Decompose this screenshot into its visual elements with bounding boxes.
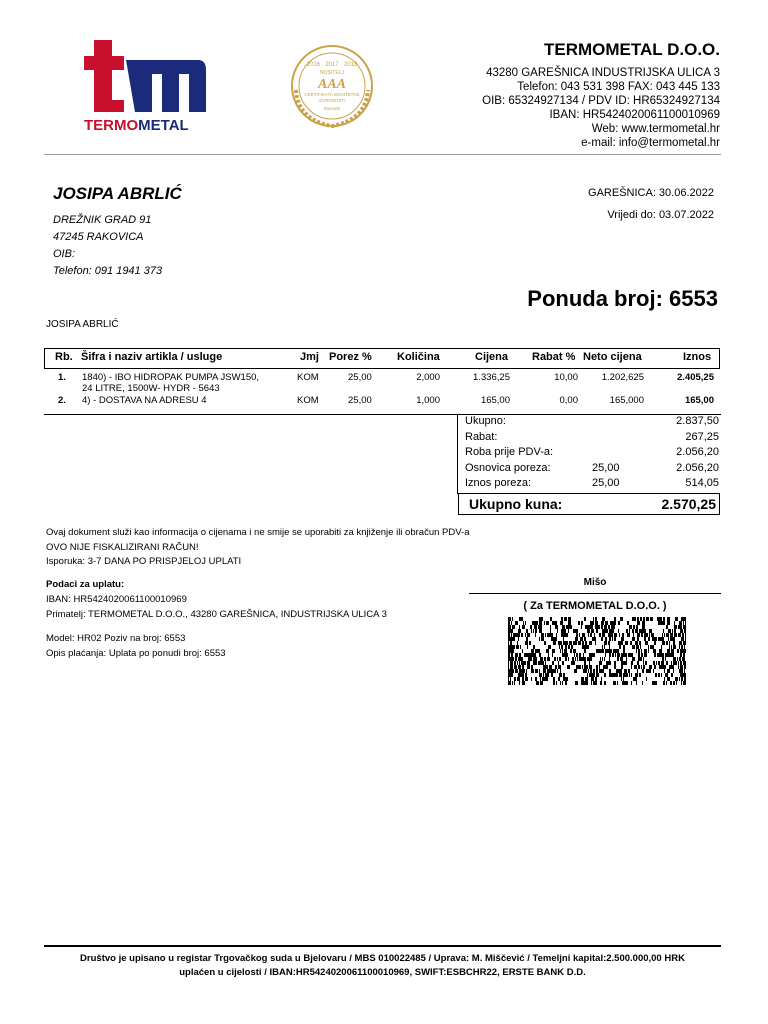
company-email: e-mail: info@termometal.hr <box>581 137 720 149</box>
svg-text:Bisnode: Bisnode <box>323 106 341 111</box>
customer-block <box>53 184 182 280</box>
svg-text:AAA: AAA <box>317 77 347 92</box>
dates-block <box>588 182 714 226</box>
footer-divider <box>44 945 721 947</box>
customer-name: JOSIPA ABRLIĆ <box>53 184 182 203</box>
col-porez: Porez % <box>329 351 372 363</box>
grand-total-label: Ukupno kuna: <box>469 496 563 512</box>
signature-block <box>469 577 721 612</box>
signature-name: Mišo <box>583 577 607 588</box>
svg-text:NOSITELJ: NOSITELJ <box>320 70 344 76</box>
company-name: TERMOMETAL D.O.O. <box>544 40 720 59</box>
note-delivery: Isporuka: 3-7 DANA PO PRISPJELOJ UPLATI <box>46 556 242 567</box>
payment-iban: IBAN: HR5424020061100010969 <box>46 594 187 605</box>
note-fiscal: OVO NIJE FISKALIZIRANI RAČUN! <box>46 541 199 553</box>
customer-phone: Telefon: 091 1941 373 <box>53 265 163 277</box>
signature-company: ( Za TERMOMETAL D.O.O. ) <box>523 600 667 612</box>
col-neto: Neto cijena <box>583 351 642 363</box>
valid-until: Vrijedi do: 03.07.2022 <box>607 209 714 221</box>
total-row-roba: Roba prije PDV-a: 2.056,20 <box>465 446 719 458</box>
footer <box>44 952 721 980</box>
items-table <box>44 348 720 415</box>
svg-text:2016 · 2017 · 2018: 2016 · 2017 · 2018 <box>306 62 358 68</box>
note-info: Ovaj dokument služi kao informacija o cijenama i ne smije se uporabiti za knjiženje ili obračun PDV-a <box>46 527 470 538</box>
table-row: 2. 4) - DOSTAVA NA ADRESU 4 KOM 25,00 1,000 165,00 0,00 165,000 165,00 <box>58 395 714 406</box>
col-name: Šifra i naziv artikla / usluge <box>81 351 223 363</box>
totals-block <box>465 415 719 493</box>
grand-total-value: 2.570,25 <box>661 496 716 512</box>
col-jmj: Jmj <box>300 351 319 363</box>
table-row: 1. 1840) - IBO HIDROPAK PUMPA JSW150, 24 LITRE, 1500W- HYDR - 5643 KOM 25,00 2,000 1.336,25 10,00 1.202,625 2.405,25 <box>58 372 714 394</box>
grand-total <box>458 493 720 515</box>
col-rabat: Rabat % <box>532 351 576 363</box>
table-header <box>44 348 720 369</box>
company-web: Web: www.termometal.hr <box>591 123 720 135</box>
col-rb: Rb. <box>55 351 73 363</box>
header-divider <box>44 154 721 155</box>
payment-title: Podaci za uplatu: <box>46 579 125 590</box>
company-phone: Telefon: 043 531 398 FAX: 043 445 133 <box>517 81 720 93</box>
total-row-osnovica: Osnovica poreza: 25,00 2.056,20 <box>465 461 719 474</box>
customer-name-repeat: JOSIPA ABRLIĆ <box>46 319 119 330</box>
bonitet-seal-icon <box>282 40 382 132</box>
svg-text:CERTIFIKATA BONITETNE: CERTIFIKATA BONITETNE <box>304 92 360 97</box>
totals-left-border <box>457 414 458 494</box>
footer-line-1: Društvo je upisano u registar Trgovačkog suda u Bjelovaru / MBS 010022485 / Uprava: M. Miščević / Temeljni kapital:2.500.000,00 HRK <box>80 953 685 964</box>
offer-title: Ponuda broj: 6553 <box>527 286 718 311</box>
customer-address: DREŽNIK GRAD 91 <box>53 214 152 226</box>
total-row-rabat: Rabat: 267,25 <box>465 430 719 443</box>
col-kolicina: Količina <box>397 351 440 363</box>
termometal-logo <box>82 38 207 134</box>
col-iznos: Iznos <box>683 351 712 363</box>
total-row-ukupno: Ukupno: 2.837,50 <box>465 415 719 427</box>
total-row-porez: Iznos poreza: 25,00 514,05 <box>465 477 719 489</box>
barcode-icon <box>508 617 686 685</box>
svg-text:TERMOMETAL: TERMOMETAL <box>84 117 189 134</box>
customer-city: 47245 RAKOVICA <box>53 231 144 243</box>
payment-model: Model: HR02 Poziv na broj: 6553 <box>46 633 186 644</box>
payment-desc: Opis plaćanja: Uplata po ponudi broj: 6553 <box>46 648 226 659</box>
notes-block <box>46 526 469 570</box>
footer-line-2: uplaćen u cijelosti / IBAN:HR5424020061100010969, SWIFT:ESBCHR22, ERSTE BANK D.D. <box>179 967 586 978</box>
svg-text:IZVRSNOSTI: IZVRSNOSTI <box>318 98 346 103</box>
payment-recipient: Primatelj: TERMOMETAL D.O.O., 43280 GAREŠNICA, INDUSTRIJSKA ULICA 3 <box>46 609 387 620</box>
signature-line <box>469 593 721 594</box>
company-info <box>482 40 720 150</box>
customer-oib: OIB: <box>53 248 76 260</box>
company-iban: IBAN: HR5424020061100010969 <box>549 109 720 121</box>
company-address: 43280 GAREŠNICA INDUSTRIJSKA ULICA 3 <box>486 67 720 79</box>
payment-block <box>46 577 387 661</box>
company-oib: OIB: 65324927134 / PDV ID: HR65324927134 <box>482 95 720 107</box>
issue-date: GAREŠNICA: 30.06.2022 <box>588 187 714 199</box>
col-cijena: Cijena <box>475 351 509 363</box>
